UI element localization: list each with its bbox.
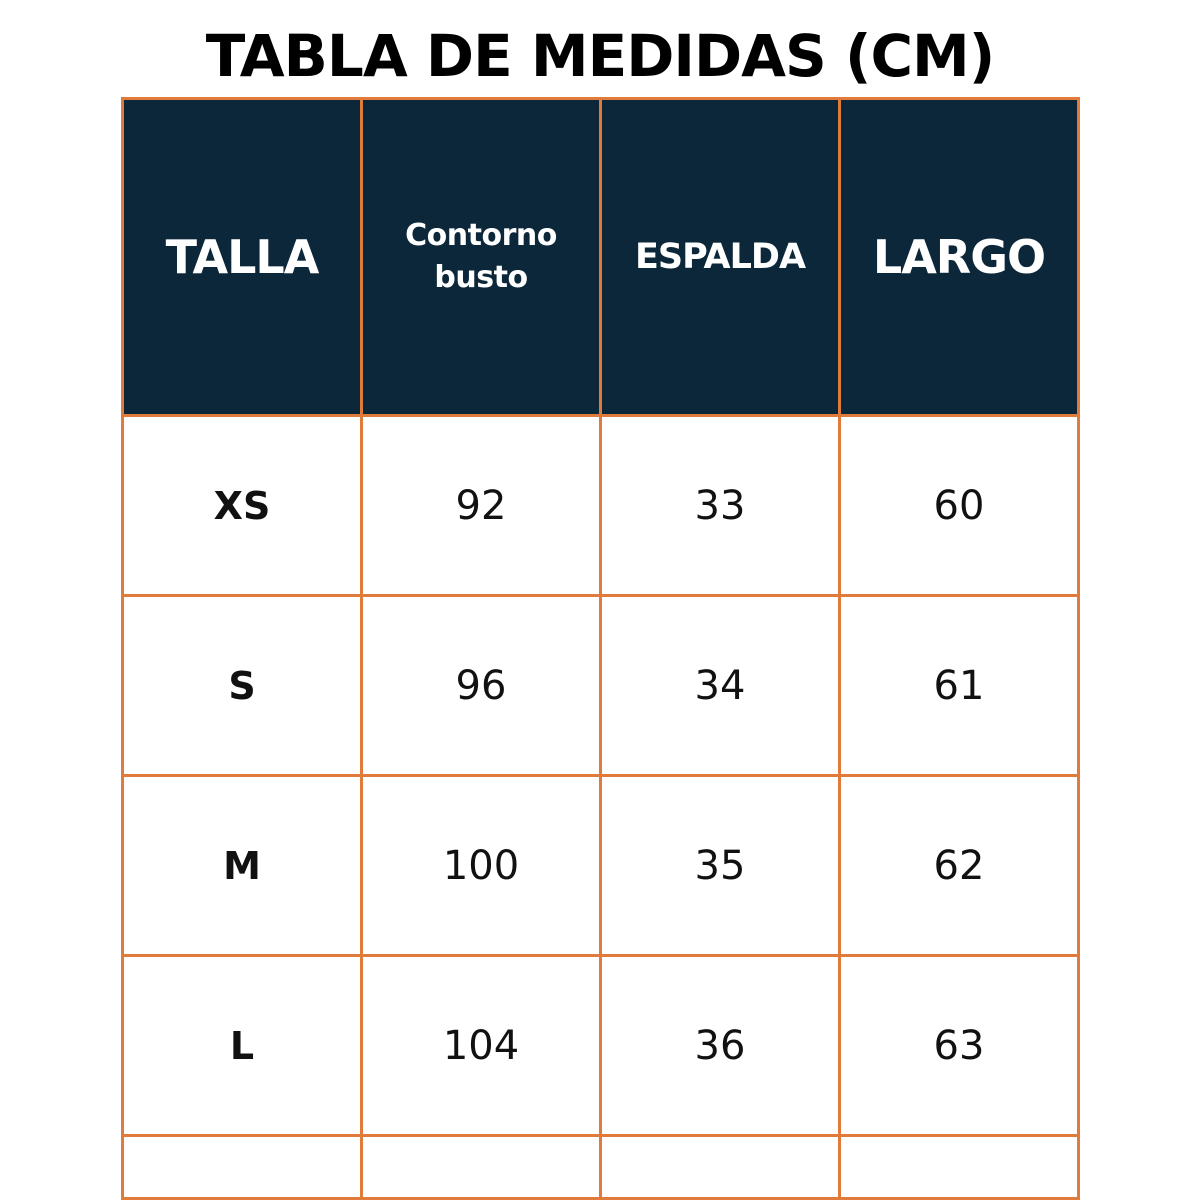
back-cell: 36	[601, 956, 840, 1136]
size-table	[121, 97, 1080, 1200]
back-cell: 35	[601, 776, 840, 956]
empty-cell	[362, 1136, 601, 1199]
length-cell: 62	[840, 776, 1079, 956]
table-row	[123, 416, 1079, 596]
table-row	[123, 956, 1079, 1136]
page-title: TABLA DE MEDIDAS (CM)	[205, 22, 995, 90]
bust-cell: 100	[362, 776, 601, 956]
size-cell: L	[123, 956, 362, 1136]
length-cell: 60	[840, 416, 1079, 596]
table-row	[123, 776, 1079, 956]
bust-cell: 96	[362, 596, 601, 776]
back-cell: 33	[601, 416, 840, 596]
size-cell: M	[123, 776, 362, 956]
length-cell: 63	[840, 956, 1079, 1136]
empty-cell	[840, 1136, 1079, 1199]
back-cell: 34	[601, 596, 840, 776]
empty-cell	[601, 1136, 840, 1199]
header-bust	[362, 99, 601, 416]
header-back: ESPALDA	[601, 99, 840, 416]
header-length: LARGO	[840, 99, 1079, 416]
size-cell: S	[123, 596, 362, 776]
header-bust-label: Contorno busto	[405, 218, 557, 295]
length-cell: 61	[840, 596, 1079, 776]
empty-cell	[123, 1136, 362, 1199]
bust-cell: 92	[362, 416, 601, 596]
size-cell: XS	[123, 416, 362, 596]
table-row	[123, 596, 1079, 776]
table-row-cut-off	[123, 1136, 1079, 1199]
table-header-row	[123, 99, 1079, 416]
bust-cell: 104	[362, 956, 601, 1136]
header-size: TALLA	[123, 99, 362, 416]
